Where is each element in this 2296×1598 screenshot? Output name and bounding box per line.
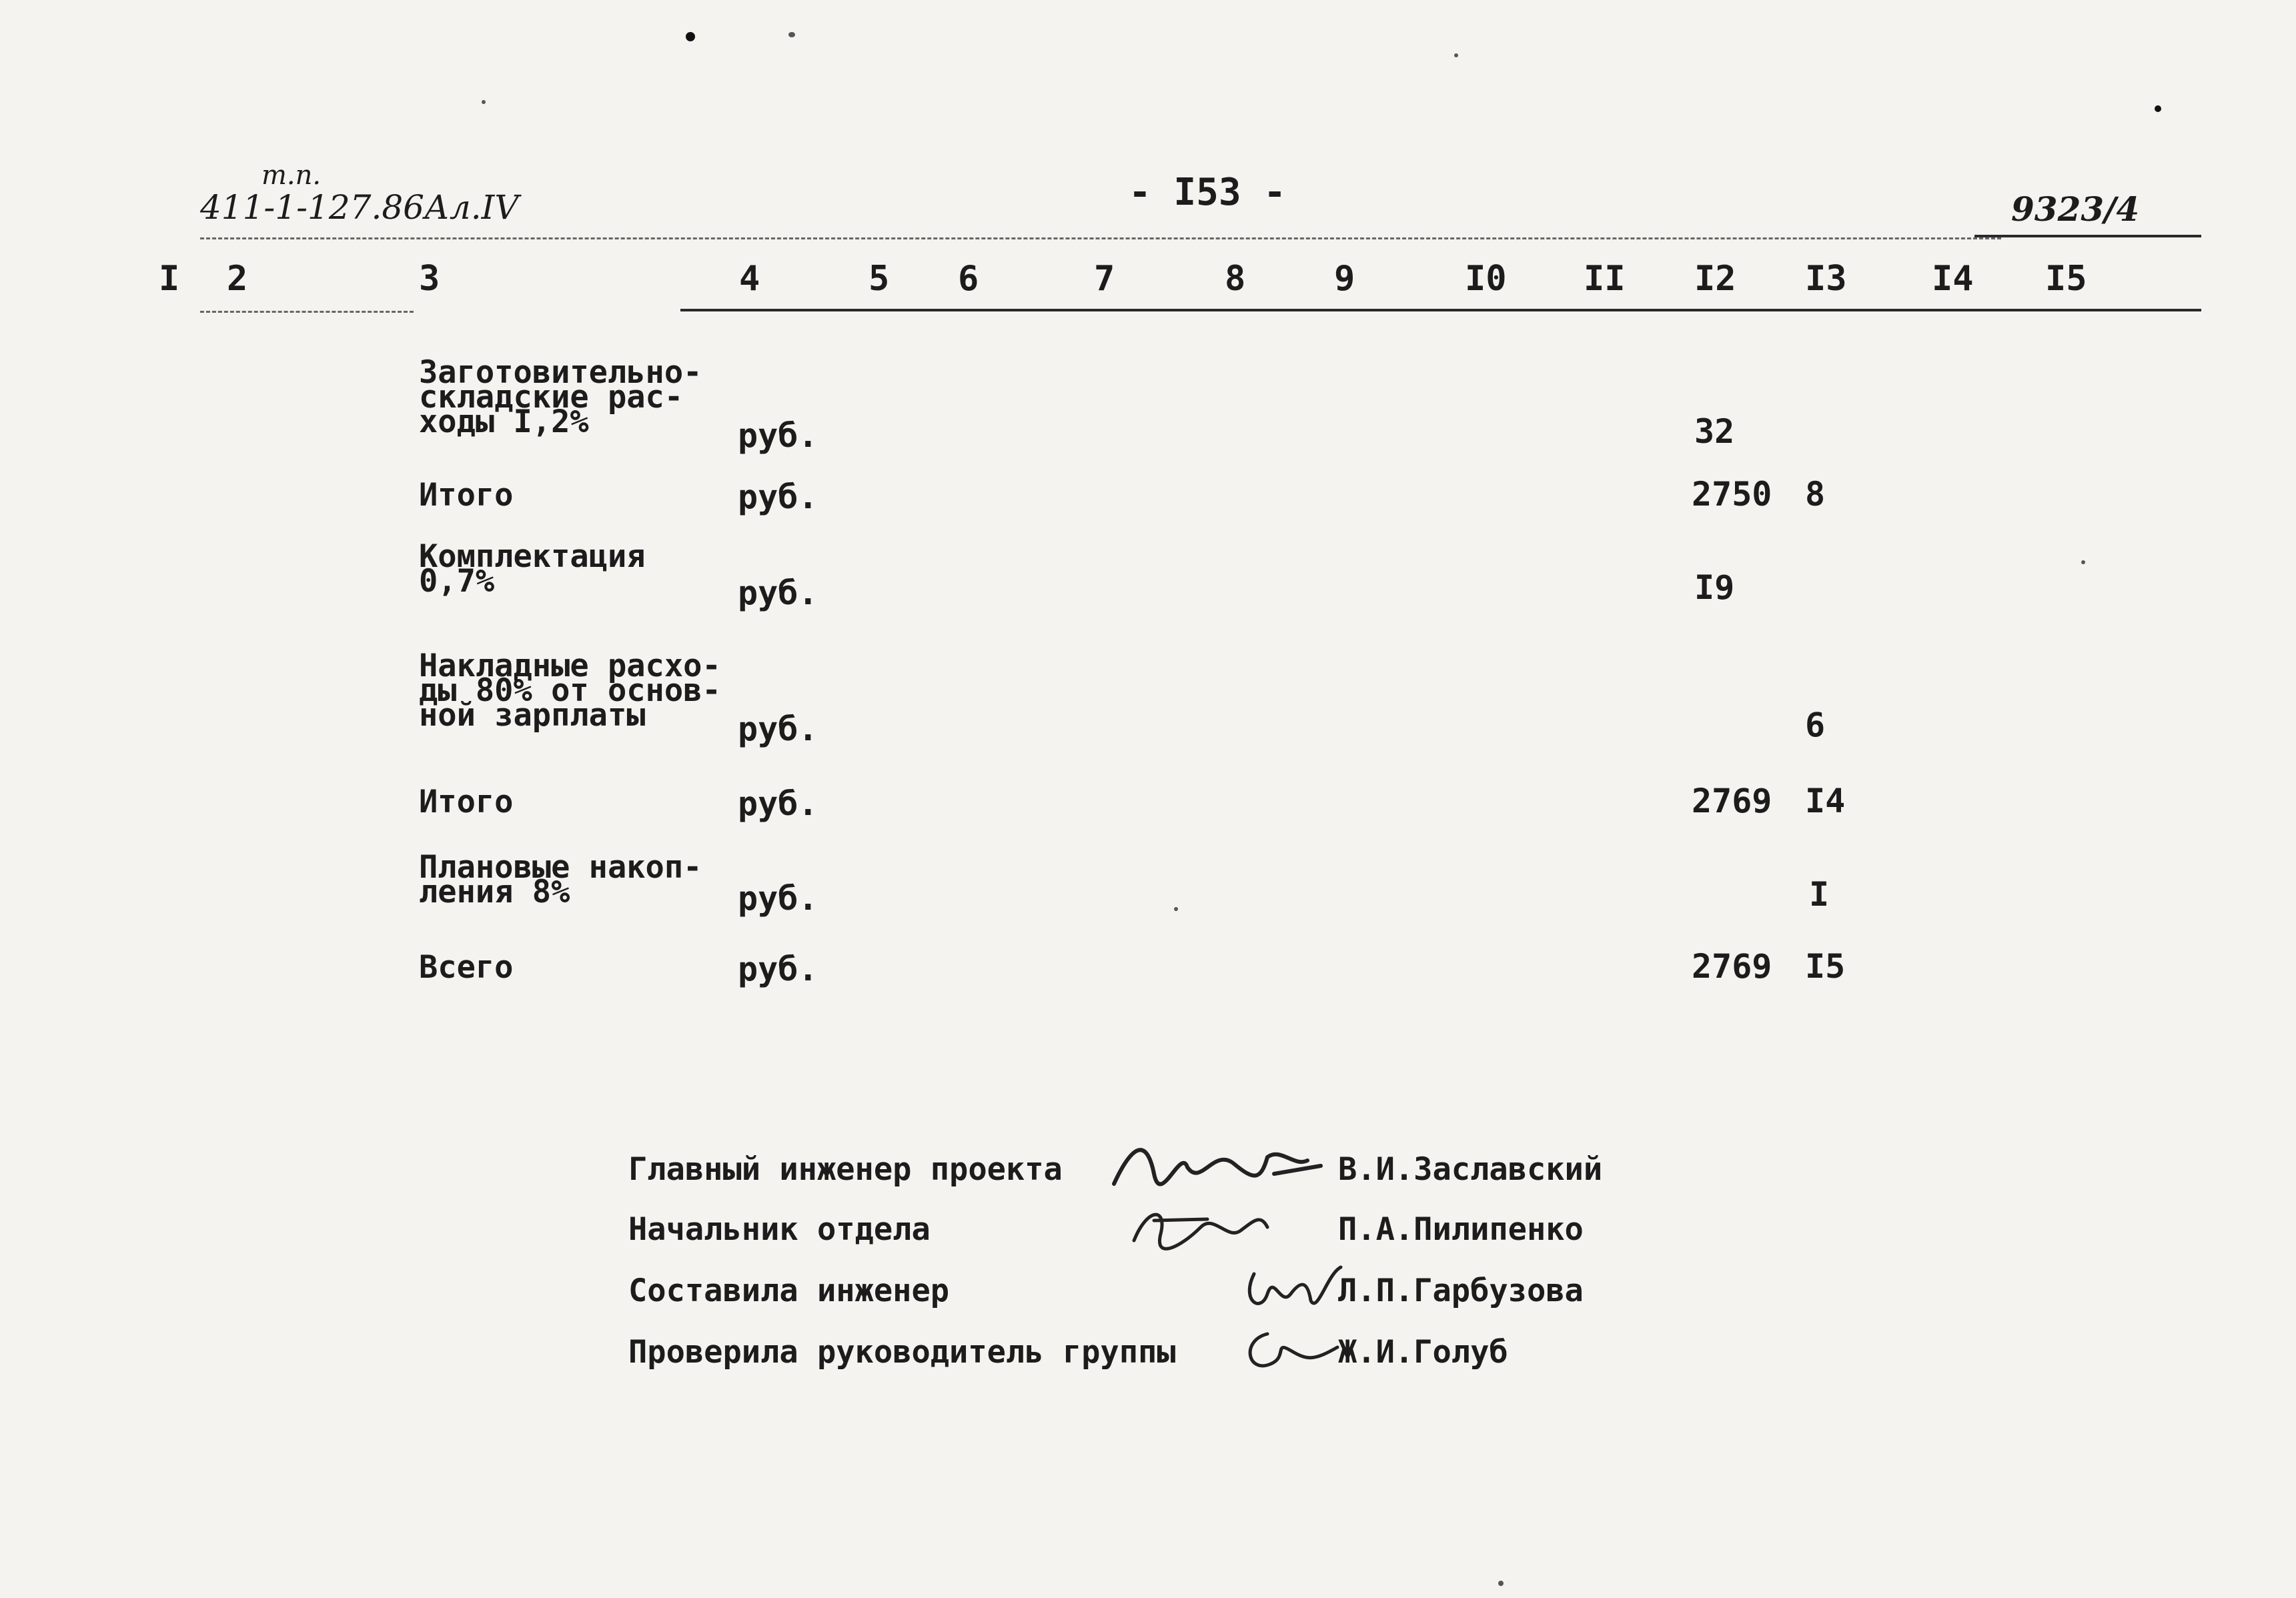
col-num-7: 7 <box>1094 259 1115 299</box>
col-num-1: I <box>159 259 180 299</box>
signature-role: Проверила руководитель группы <box>628 1334 1176 1371</box>
signature-scribble-4 <box>1241 1321 1341 1381</box>
header-rule-bottom-dashed <box>200 311 414 313</box>
row-col12: I9 <box>1694 568 1735 607</box>
signature-name: П.А.Пилипенко <box>1338 1211 1584 1248</box>
col-num-6: 6 <box>958 259 979 299</box>
doc-id: 9323/4 <box>2011 189 2140 229</box>
signature-scribble-1 <box>1107 1127 1327 1201</box>
row-col12: 2750 <box>1692 475 1772 514</box>
row-unit: руб. <box>738 784 818 823</box>
signature-name: В.И.Заславский <box>1338 1151 1603 1188</box>
row-unit: руб. <box>738 478 818 516</box>
scan-speck <box>2081 560 2085 564</box>
header-rule-top-dashed <box>200 237 2001 239</box>
col-num-12: I2 <box>1694 259 1736 299</box>
col-num-2: 2 <box>227 259 248 299</box>
page-number: - I53 - <box>1129 171 1287 214</box>
col-num-8: 8 <box>1225 259 1246 299</box>
header-rule-top <box>1974 235 2201 237</box>
scan-speck <box>1174 907 1178 911</box>
col-num-5: 5 <box>869 259 890 299</box>
col-num-4: 4 <box>739 259 760 299</box>
scan-speck <box>1498 1581 1504 1586</box>
row-col13: I <box>1809 875 1830 914</box>
row-col13: I5 <box>1805 947 1846 986</box>
row-desc: Итого <box>419 784 514 820</box>
scan-speck <box>686 32 695 41</box>
col-num-15: I5 <box>2045 259 2087 299</box>
col-num-11: II <box>1584 259 1626 299</box>
row-unit: руб. <box>738 416 818 455</box>
row-desc: Плановые накоп- ления 8% <box>419 849 702 910</box>
row-col12: 2769 <box>1692 782 1772 820</box>
row-unit: руб. <box>738 879 818 918</box>
row-col12: 32 <box>1694 412 1735 451</box>
scan-speck <box>1454 53 1458 57</box>
row-desc: Комплектация 0,7% <box>419 538 646 600</box>
row-unit: руб. <box>738 574 818 612</box>
signature-scribble-3 <box>1241 1254 1347 1327</box>
header-rule-bottom <box>680 309 2201 311</box>
col-num-10: I0 <box>1465 259 1507 299</box>
scan-speck <box>788 32 795 37</box>
row-col13: 8 <box>1805 475 1826 514</box>
col-num-14: I4 <box>1932 259 1974 299</box>
signature-role: Начальник отдела <box>628 1211 931 1248</box>
signature-role: Составила инженер <box>628 1273 950 1309</box>
doc-code: 411-1-127.86Ал.IV <box>200 188 519 227</box>
row-desc: Итого <box>419 477 514 514</box>
col-num-9: 9 <box>1334 259 1355 299</box>
row-desc: Заготовительно- складские рас- ходы I,2% <box>419 354 702 440</box>
signature-name: Ж.И.Голуб <box>1338 1334 1508 1371</box>
row-desc: Накладные расхо- ды 80% от основ- ной зарплаты <box>419 648 721 734</box>
row-col12: 2769 <box>1692 947 1772 986</box>
doc-code-top: т.п. <box>261 160 322 191</box>
signature-role: Главный инженер проекта <box>628 1151 1063 1188</box>
row-col13: 6 <box>1805 706 1826 744</box>
scan-speck <box>482 100 486 104</box>
row-col13: I4 <box>1805 782 1846 820</box>
row-unit: руб. <box>738 950 818 988</box>
signature-scribble-2 <box>1127 1201 1274 1261</box>
row-desc: Всего <box>419 949 514 986</box>
scan-speck <box>2155 105 2161 112</box>
col-num-3: 3 <box>419 259 440 299</box>
signature-name: Л.П.Гарбузова <box>1338 1273 1584 1309</box>
row-unit: руб. <box>738 710 818 748</box>
col-num-13: I3 <box>1805 259 1847 299</box>
